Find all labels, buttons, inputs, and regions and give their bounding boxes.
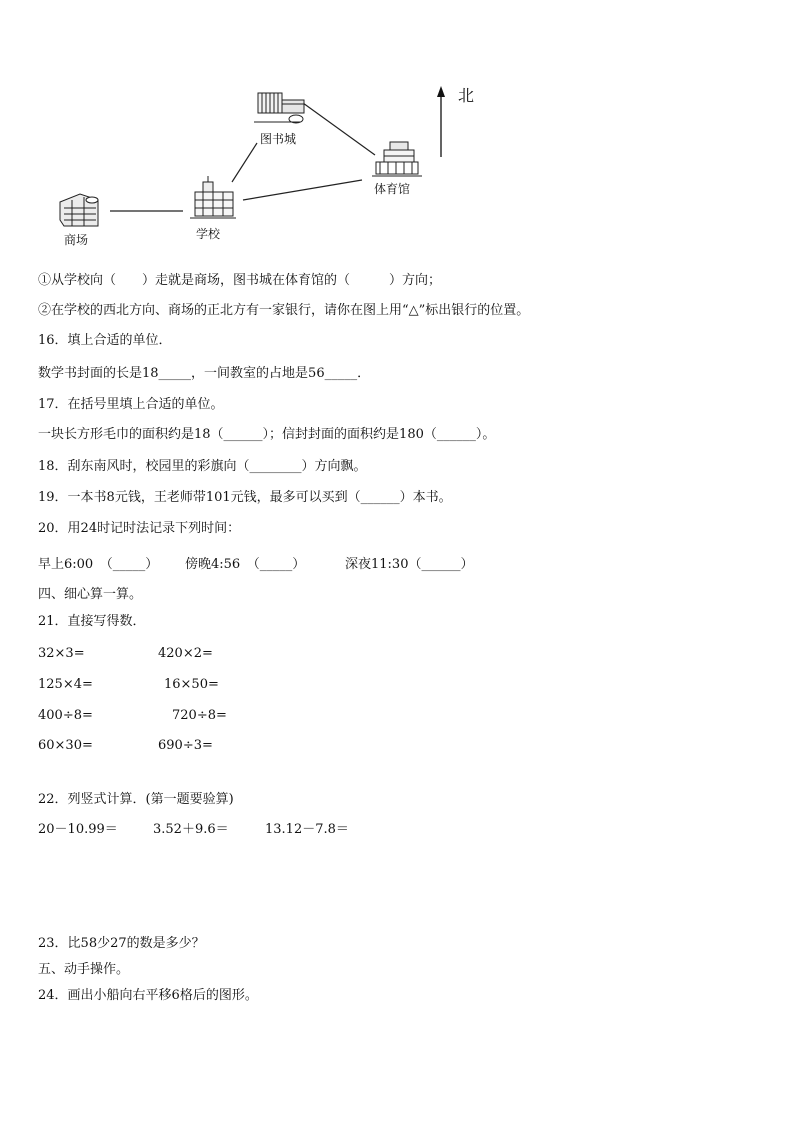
q21-item: 32×3= xyxy=(38,646,85,661)
q21-item: 125×4= xyxy=(38,677,93,692)
section-4-heading: 四、细心算一算。 xyxy=(38,587,143,602)
mall-icon xyxy=(60,194,98,226)
q21-item: 16×50= xyxy=(164,677,219,692)
q22-title: 22．列竖式计算．(第一题要验算) xyxy=(38,792,234,807)
q15-part1: ①从学校向（ ）走就是商场，图书城在体育馆的（ ）方向； xyxy=(38,273,442,288)
q24: 24．画出小船向右平移6格后的图形。 xyxy=(38,988,258,1003)
q17-body: 一块长方形毛巾的面积约是18（______）；信封封面的面积约是180（______）。 xyxy=(38,427,496,442)
north-label: 北 xyxy=(458,86,475,105)
q22-item: 20－10.99＝ xyxy=(38,822,118,837)
line-bookstore-stadium xyxy=(303,103,375,155)
q18: 18．刮东南风时，校园里的彩旗向（________）方向飘。 xyxy=(38,459,367,474)
q21-item: 690÷3= xyxy=(158,738,213,753)
q17-title: 17．在括号里填上合适的单位。 xyxy=(38,397,224,412)
q16-body: 数学书封面的长是18_____，一间教室的占地是56_____． xyxy=(38,366,371,381)
q19: 19．一本书8元钱，王老师带101元钱，最多可以买到（______）本书。 xyxy=(38,490,452,505)
q20-title: 20．用24时记时法记录下列时间： xyxy=(38,521,241,536)
q21-item: 60×30= xyxy=(38,738,93,753)
q20-item-evening: 傍晚4:56 （_____） xyxy=(185,557,306,572)
line-school-stadium xyxy=(243,180,362,200)
q22-item: 3.52＋9.6＝ xyxy=(153,822,229,837)
section-5-heading: 五、动手操作。 xyxy=(38,962,130,977)
stadium-label: 体育馆 xyxy=(374,182,411,196)
q20-item-morning: 早上6:00 （_____） xyxy=(38,557,159,572)
bookstore-icon xyxy=(254,93,304,123)
school-label: 学校 xyxy=(196,227,221,241)
q21-item: 400÷8= xyxy=(38,708,93,723)
school-icon xyxy=(190,176,236,218)
mall-label: 商场 xyxy=(64,233,89,247)
map-diagram xyxy=(0,0,794,260)
q20-item-night: 深夜11:30（______） xyxy=(345,557,474,572)
north-arrow-icon xyxy=(437,86,445,157)
line-school-bookstore xyxy=(232,143,257,182)
q21-item: 720÷8= xyxy=(172,708,227,723)
q22-item: 13.12－7.8＝ xyxy=(265,822,349,837)
q16-title: 16．填上合适的单位． xyxy=(38,333,172,348)
stadium-icon xyxy=(372,142,422,176)
q23: 23．比58少27的数是多少？ xyxy=(38,936,205,951)
q15-part2: ②在学校的西北方向、商场的正北方有一家银行，请你在图上用“△”标出银行的位置。 xyxy=(38,303,530,318)
bookstore-label: 图书城 xyxy=(260,132,297,146)
q21-title: 21．直接写得数． xyxy=(38,614,146,629)
q21-item: 420×2= xyxy=(158,646,213,661)
